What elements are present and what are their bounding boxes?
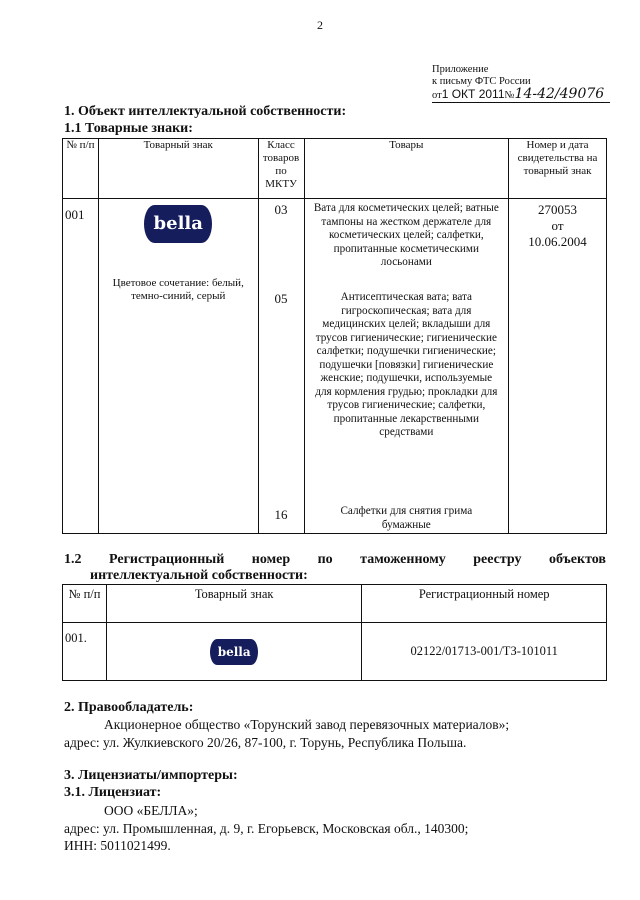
cert-date: 10.06.2004: [528, 234, 587, 249]
trademarks-table-header: [63, 139, 607, 199]
t2-reg-number: 02122/01713-001/ТЗ-101011: [362, 623, 607, 681]
color-combination: Цветовое сочетание: белый, темно-синий, серый: [112, 277, 244, 302]
t2-row-num: 001.: [63, 623, 107, 681]
goods-05: Антисептическая вата; вата гигроскопическая; вата для медицинских целей; вкладыши для трусов гигиенические; гигиенические салфетки; подушечки гигиенические; подушечки [повязки] гигиенические женские; подушечки, используемые для кормления грудью; прокладки для трусов гигиенические; салфетки, пропитанные лекарственными средствами: [315, 291, 498, 438]
section1-title: 1. Объект интеллектуальной собственности:: [64, 104, 347, 119]
class-03: 03: [274, 202, 288, 217]
t2-mark-cell: [106, 623, 361, 681]
appendix-number-handwritten: 14-42/49076: [514, 86, 605, 102]
section3-title: 3. Лицензиаты/импортеры:: [64, 768, 238, 783]
t2-header-reg: Регистрационный номер: [362, 585, 607, 623]
appendix-line2: к письму ФТС России: [432, 76, 531, 87]
t2-header-num: № п/п: [63, 585, 107, 623]
header-goods: Товары: [304, 139, 509, 199]
cert-cell: [509, 199, 607, 534]
licensee-name: ООО «БЕЛЛА»;: [104, 803, 198, 818]
goods-cell: [304, 199, 509, 534]
row-num: 001: [63, 199, 99, 534]
class-cell: [258, 199, 304, 534]
cert-from: от: [551, 218, 564, 233]
section3-subtitle: 3.1. Лицензиат:: [64, 785, 162, 800]
header-num: № п/п: [63, 139, 99, 199]
section1-subtitle: 1.1 Товарные знаки:: [64, 121, 193, 136]
mark-cell: [98, 199, 258, 534]
rightholder-address: адрес: ул. Жулкиевского 20/26, 87-100, г. Торунь, Республика Польша.: [64, 735, 467, 750]
appendix-block: [432, 64, 610, 103]
trademarks-table: [62, 138, 607, 534]
header-mark: Товарный знак: [98, 139, 258, 199]
class-16: 16: [274, 507, 288, 522]
table-row: [63, 199, 607, 534]
cert-number: 270053: [538, 202, 578, 217]
appendix-date-prefix: от: [432, 90, 442, 101]
licensee-inn: ИНН: 5011021499.: [64, 838, 171, 853]
header-class: Класс товаров по МКТУ: [258, 139, 304, 199]
bella-logo-small: bella: [210, 639, 258, 665]
page-number: 2: [317, 18, 323, 32]
header-cert: Номер и дата свидетельства на товарный знак: [509, 139, 607, 199]
section12-line2: интеллектуальной собственности:: [90, 568, 308, 583]
goods-03: Вата для косметических целей; ватные тампоны на жестком держателе для косметических целей; салфетки, пропитанные косметическими лосьонами: [313, 202, 499, 268]
t2-header-mark: Товарный знак: [106, 585, 361, 623]
class-05: 05: [274, 291, 288, 306]
goods-16: Салфетки для снятия грима бумажные: [340, 505, 473, 531]
appendix-date-line: [432, 88, 610, 103]
registry-table-header: [63, 585, 607, 623]
section2-title: 2. Правообладатель:: [64, 700, 194, 715]
registry-table: [62, 584, 607, 681]
rightholder-name: Акционерное общество «Торунский завод перевязочных материалов»;: [104, 717, 510, 732]
appendix-number-prefix: №: [504, 90, 515, 101]
table-row: [63, 623, 607, 681]
section12-line1: 1.2 Регистрационный номер по таможенному реестру объектов: [64, 552, 606, 567]
licensee-address: адрес: ул. Промышленная, д. 9, г. Егорьевск, Московская обл., 140300;: [64, 821, 469, 836]
appendix-line1: Приложение: [432, 64, 489, 75]
appendix-date-stamp: 1 ОКТ 2011: [441, 87, 505, 101]
bella-logo: bella: [144, 205, 212, 243]
